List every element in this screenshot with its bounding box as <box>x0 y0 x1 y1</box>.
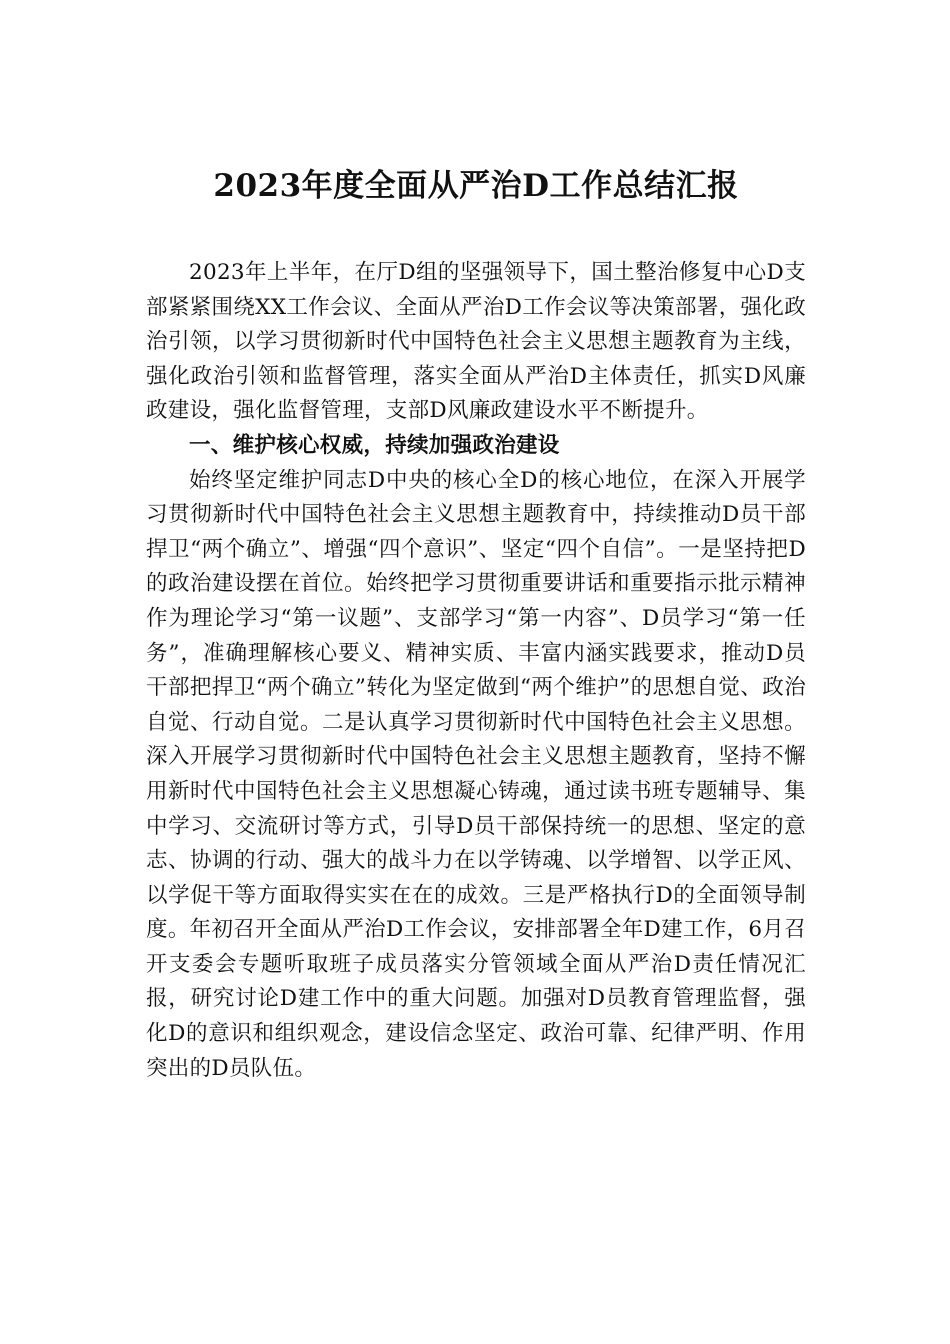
intro-paragraph: 2023年上半年，在厅D组的坚强领导下，国土整治修复中心D支部紧紧围绕XX工作会议、全面从严治D工作会议等决策部署，强化政治引领，以学习贯彻新时代中国特色社会主义思想主题教育为主线，强化政治引领和监督管理，落实全面从严治D主体责任，抓实D风廉政建设，强化监督管理，支部D风廉政建设水平不断提升。 <box>146 260 806 424</box>
section-1-paragraph: 始终坚定维护同志D中央的核心全D的核心地位，在深入开展学习贯彻新时代中国特色社会主义思想主题教育中，持续推动D员干部捍卫“两个确立”、增强“四个意识”、坚定“四个自信”。一是坚持把D的政治建设摆在首位。始终把学习贯彻重要讲话和重要指示批示精神作为理论学习“第一议题”、支部学习“第一内容”、D员学习“第一任务”，准确理解核心要义、精神实质、丰富内涵实践要求，推动D员干部把捍卫“两个确立”转化为坚定做到“两个维护”的思想自觉、政治自觉、行动自觉。二是认真学习贯彻新时代中国特色社会主义思想。深入开展学习贯彻新时代中国特色社会主义思想主题教育，坚持不懈用新时代中国特色社会主义思想凝心铸魂，通过读书班专题辅导、集中学习、交流研讨等方式，引导D员干部保持统一的思想、坚定的意志、协调的行动、强大的战斗力在以学铸魂、以学增智、以学正风、以学促干等方面取得实实在在的成效。三是严格执行D的全面领导制度。年初召开全面从严治D工作会议，安排部署全年D建工作，6月召开支委会专题听取班子成员落实分管领域全面从严治D责任情况汇报，研究讨论D建工作中的重大问题。加强对D员教育管理监督，强化D的意识和组织观念，建设信念坚定、政治可靠、纪律严明、作用突出的D员队伍。 <box>146 467 806 1081</box>
document-body <box>146 256 806 1086</box>
section-1-heading: 一、维护核心权威，持续加强政治建设 <box>189 432 560 458</box>
document-title: 2023年度全面从严治D工作总结汇报 <box>213 168 739 204</box>
document-page <box>146 160 806 1086</box>
